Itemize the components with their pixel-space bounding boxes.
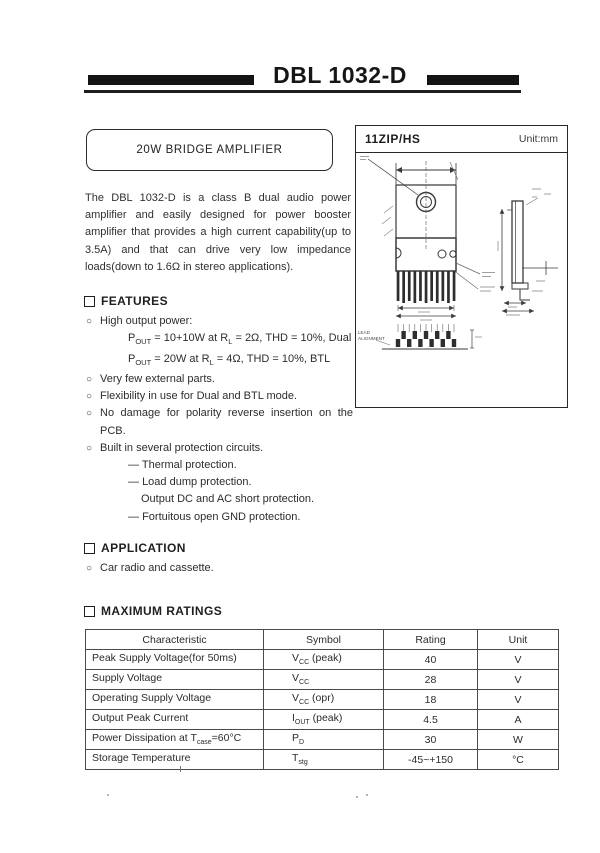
application-list — [85, 560, 353, 577]
circle-bullet-icon: ○ — [86, 391, 93, 403]
list-item: ○ Very few external parts. — [85, 371, 353, 388]
features-heading — [84, 294, 168, 308]
package-side-view — [498, 189, 558, 315]
maximum-ratings-heading — [84, 604, 222, 618]
column-header: Characteristic — [86, 630, 264, 650]
circle-bullet-icon: ○ — [86, 563, 93, 574]
scan-noise — [356, 796, 358, 798]
application-heading — [84, 541, 186, 555]
column-header: Symbol — [264, 630, 384, 650]
square-bullet-icon — [84, 543, 95, 554]
rating-cell: 4.5 — [384, 710, 478, 730]
amplifier-type-box — [86, 129, 333, 171]
package-diagram — [356, 153, 566, 405]
package-front-view — [360, 157, 495, 321]
rating-cell: 18 — [384, 690, 478, 710]
unit-cell: V — [478, 650, 559, 670]
list-item: — Thermal protection. — [128, 459, 237, 471]
page-title: DBL 1032-D — [273, 62, 407, 88]
amplifier-type-label: 20W BRIDGE AMPLIFIER — [136, 144, 283, 156]
square-bullet-icon — [84, 606, 95, 617]
characteristic-cell: Storage Temperature — [86, 750, 264, 770]
unit-cell: A — [478, 710, 559, 730]
symbol-cell: $T_{stg}$ — [264, 750, 384, 770]
dash-bullet: — — [128, 510, 139, 523]
unit-cell: °C — [478, 750, 559, 770]
characteristic-cell: Operating Supply Voltage — [86, 690, 264, 710]
list-item: — Load dump protection. — [128, 476, 252, 489]
scan-noise — [107, 794, 109, 796]
lead-alignment-label-line1: LEAD — [358, 330, 371, 335]
symbol-cell: $V_{CC}$ (opr) — [264, 690, 384, 710]
unit-cell: V — [478, 690, 559, 710]
characteristic-cell: Output Peak Current — [86, 710, 264, 730]
characteristic-cell: Power Dissipation at $T_{case}=60^\circ C$ — [86, 730, 264, 750]
unit-label: Unit:mm — [518, 133, 558, 145]
maximum-ratings-heading-label: MAXIMUM RATINGS — [101, 604, 223, 618]
dash-bullet: — — [128, 459, 139, 471]
lead-alignment-label-line2: ALIGNMENT — [358, 336, 385, 341]
list-item: — Fortuitous open GND protection. — [128, 510, 301, 523]
circle-bullet-icon: ○ — [86, 316, 93, 327]
list-item: ○ High output power: — [85, 313, 353, 330]
list-item: ○ Car radio and cassette. — [85, 560, 353, 577]
table-row — [86, 730, 559, 750]
table-row — [86, 750, 559, 770]
package-pins — [397, 271, 456, 303]
features-heading-label: FEATURES — [101, 294, 168, 308]
package-name: 11ZIP/HS — [365, 132, 421, 146]
column-header: Rating — [384, 630, 478, 650]
scan-noise — [180, 766, 181, 772]
list-item: ○ No damage for polarity reverse insertion on the PCB. — [86, 407, 353, 437]
circle-bullet-icon: ○ — [86, 373, 93, 385]
square-bullet-icon — [84, 296, 95, 307]
characteristic-cell: Peak Supply Voltage(for 50ms) — [86, 650, 264, 670]
list-item: ○ Built in several protection circuits. — [85, 440, 353, 457]
rating-cell: 28 — [384, 670, 478, 690]
circle-bullet-icon: ○ — [86, 408, 93, 420]
description-paragraph: The DBL 1032-D is a class B dual audio power amplifier and easily designed for power booster amplifier that provides a high current capability(up to 3.5A) and that can drive very low impedance loads(down to 1.6Ω in stereo applications). — [85, 192, 351, 273]
circle-bullet-icon: ○ — [86, 442, 93, 454]
header-bar-right — [427, 75, 519, 85]
maximum-ratings-table — [85, 629, 559, 770]
list-item: Output DC and AC short protection. — [141, 493, 315, 506]
list-item: $P_{OUT} = 20W$ at $R_L = 4\Omega$, THD = 10%, BTL — [128, 352, 331, 367]
table-row — [86, 650, 559, 670]
column-header: Unit — [478, 630, 559, 650]
rating-cell: -45~+150 — [384, 750, 478, 770]
header-rule — [84, 90, 521, 93]
package-box-header — [356, 126, 567, 153]
header-bar-left — [88, 75, 254, 85]
symbol-cell: $V_{CC}$ — [264, 670, 384, 690]
dash-bullet: — — [128, 476, 139, 489]
table-row — [86, 670, 559, 690]
unit-cell: V — [478, 670, 559, 690]
characteristic-cell: Supply Voltage — [86, 670, 264, 690]
features-list — [85, 313, 353, 526]
package-outline-box — [355, 125, 568, 408]
symbol-cell: $I_{OUT}$ (peak) — [264, 710, 384, 730]
symbol-cell: $V_{CC}$ (peak) — [264, 650, 384, 670]
rating-cell: 30 — [384, 730, 478, 750]
list-item: ○ Flexibility in use for Dual and BTL mode. — [85, 388, 353, 405]
list-item: $P_{OUT} = 10+10W$ at $R_L = 2\Omega$, THD = 10%, Dual — [128, 332, 352, 347]
package-bottom-view — [358, 324, 482, 349]
table-row — [86, 690, 559, 710]
scan-noise — [366, 794, 368, 796]
unit-cell: W — [478, 730, 559, 750]
table-row — [86, 710, 559, 730]
table-header-row — [86, 630, 559, 650]
rating-cell: 40 — [384, 650, 478, 670]
application-heading-label: APPLICATION — [101, 541, 186, 555]
symbol-cell: $P_D$ — [264, 730, 384, 750]
